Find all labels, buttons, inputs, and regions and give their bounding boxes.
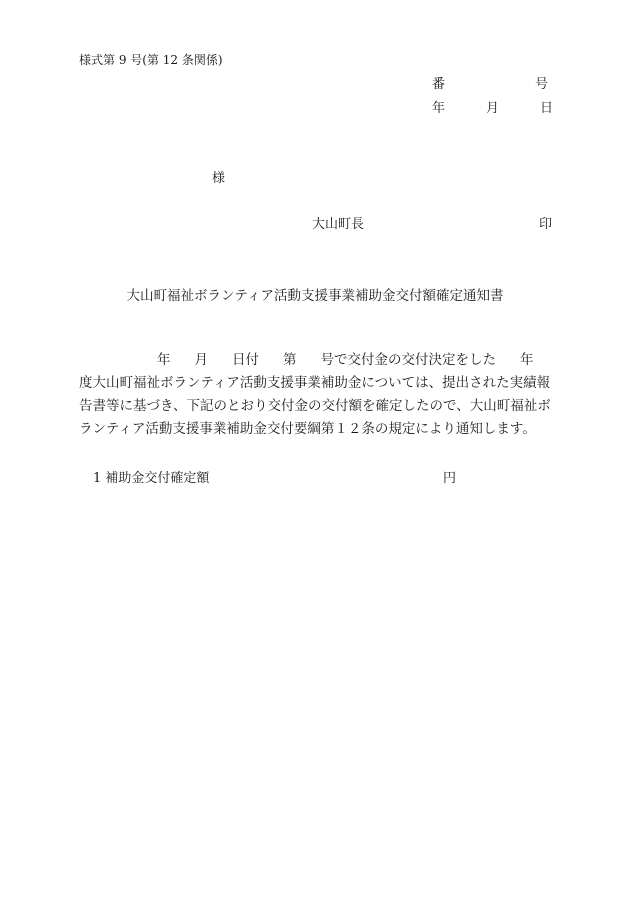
body-date-suffix: 日付 [232,352,259,368]
date-day-label: 日 [540,101,554,116]
body-line-2: 度大山町福祉ボランティア活動支援事業補助金については、提出された実績報 [79,375,551,391]
recipient-suffix: 様 [212,171,226,186]
body-year: 年 [157,352,171,368]
body-dai: 第 [283,352,297,368]
form-number: 様式第 9 号(第 12 条関係) [79,53,223,67]
date-month-label: 月 [486,101,500,116]
body-year-2: 年 [520,352,534,368]
date-year-label: 年 [432,101,446,116]
number-suffix: 号 [535,77,549,92]
item-unit: 円 [443,471,457,486]
document-title: 大山町福祉ボランティア活動支援事業補助金交付額確定通知書 [126,288,504,304]
seal-mark: 印 [539,217,553,232]
body-line-4: ランティア活動支援事業補助金交付要綱第１２条の規定により通知します。 [79,421,536,437]
body-line-3: 告書等に基づき、下記のとおり交付金の交付額を確定したので、大山町福祉ボ [79,398,551,414]
sender-title: 大山町長 [312,217,365,232]
body-line-1 [79,349,554,372]
item-label: 1 補助金交付確定額 [93,471,210,486]
notification-body [79,349,554,441]
body-line-1-text: 号で交付金の交付決定をした [320,352,496,368]
body-month: 月 [194,352,208,368]
number-label: 番 [432,77,446,92]
